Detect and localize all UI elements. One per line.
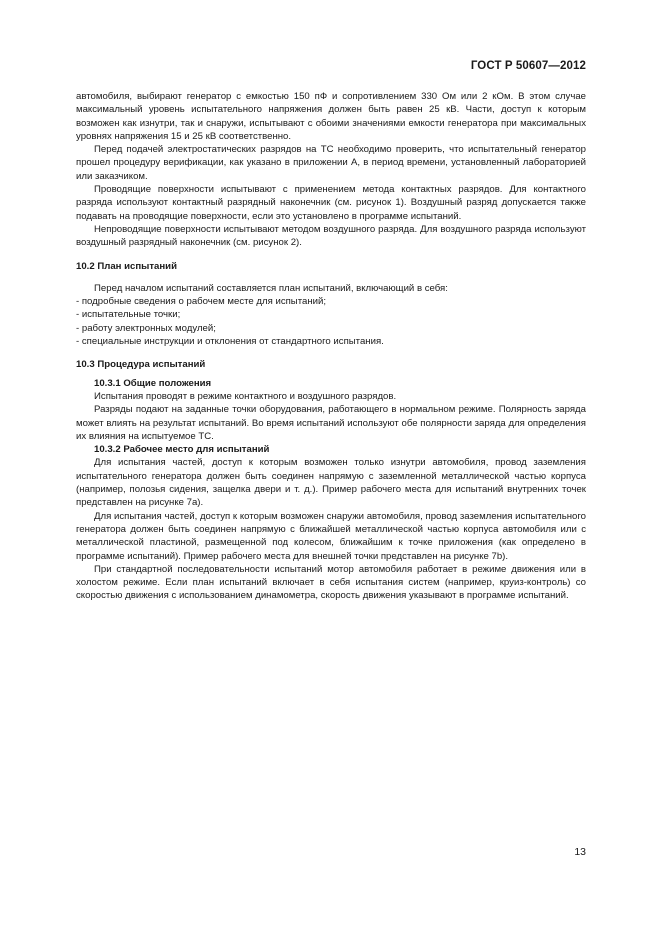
list-item: - специальные инструкции и отклонения от стандартного испытания. xyxy=(76,336,384,348)
section-heading-text: 10.3 Процедура испытаний xyxy=(76,359,206,371)
paragraph: автомобиля, выбирают генератор с емкостью 150 пФ и сопротивлением 330 Ом или 2 кОм. В этом случае максимальный уровень испытательного напряжения должен быть равен 25 кВ. Части, доступ к которым возможен как изнутри, так и снаружи, испытывают с обоими значениями емкости генератора при максимальных уровнях напряжения 15 и 25 кВ соответственно. xyxy=(76,91,586,142)
subsection-heading-10-3-2: 10.3.2 Рабочее место для испытаний xyxy=(94,444,270,456)
section-heading-10-2 xyxy=(76,260,586,273)
paragraph: Для испытания частей, доступ к которым возможен только изнутри автомобиля, провод заземления испытательного генератора должен быть соединен напрямую с заземленной металлической частью корпуса (например, полозья сидения, защелка двери и т. д.). Пример рабочего места для испытаний внутренних точек представлен на рисунке 7а). xyxy=(76,457,586,509)
page-number: 13 xyxy=(574,846,586,858)
test-plan-list xyxy=(76,295,586,348)
paragraph: Непроводящие поверхности испытывают методом воздушного разряда. Для воздушного разряда используют воздушный разрядный наконечник (см. рисунок 2). xyxy=(76,223,586,249)
paragraph: Проводящие поверхности испытывают с применением метода контактных разрядов. Для контактного разряда используют контактный разрядный наконечник (см. рисунок 1). Воздушный разряд допускается также подавать на проводящие поверхности, если это установлено в программе испытаний. xyxy=(76,184,586,222)
paragraph: Испытания проводят в режиме контактного и воздушного разрядов. xyxy=(94,390,397,402)
list-item: - подробные сведения о рабочем месте для испытаний; xyxy=(76,296,327,308)
paragraph: Для испытания частей, доступ к которым возможен снаружи автомобиля, провод заземления испытательного генератора должен быть соединен напрямую с ближайшей металлической частью корпуса автомобиля или с металлической пластиной, размещенной под колесом, ближайшим к точке приложения (как определено в программе испытаний). Пример рабочего места для внешней точки представлен на рисунке 7b). xyxy=(76,510,586,562)
paragraph: При стандартной последовательности испытаний мотор автомобиля работает в режиме движения или в холостом режиме. Если план испытаний включает в себя испытания систем (например, круиз-контроль) со скоростью движения с использованием динамометра, скорость движения указывают в программе испытаний. xyxy=(76,563,586,602)
subsection-heading-10-3-1: 10.3.1 Общие положения xyxy=(94,377,212,389)
standard-designation: ГОСТ Р 50607—2012 xyxy=(470,60,586,72)
page-content xyxy=(76,90,586,603)
section-heading-text: 10.2 План испытаний xyxy=(76,260,177,272)
section-heading-10-3 xyxy=(76,358,586,371)
list-item: - работу электронных модулей; xyxy=(76,322,216,334)
paragraph: Перед началом испытаний составляется план испытаний, включающий в себя: xyxy=(94,282,448,294)
paragraph: Перед подачей электростатических разрядов на ТС необходимо проверить, что испытательный генератор прошел процедуру верификации, как указано в приложении А, в период времени, установленный лабораторией или заказчиком. xyxy=(76,144,586,182)
list-item: - испытательные точки; xyxy=(76,309,181,321)
paragraph: Разряды подают на заданные точки оборудования, работающего в нормальном режиме. Полярность заряда может влиять на результат испытаний. Во время испытаний используют обе полярности заряда для определения их влияния на испытуемое ТС. xyxy=(76,404,586,442)
